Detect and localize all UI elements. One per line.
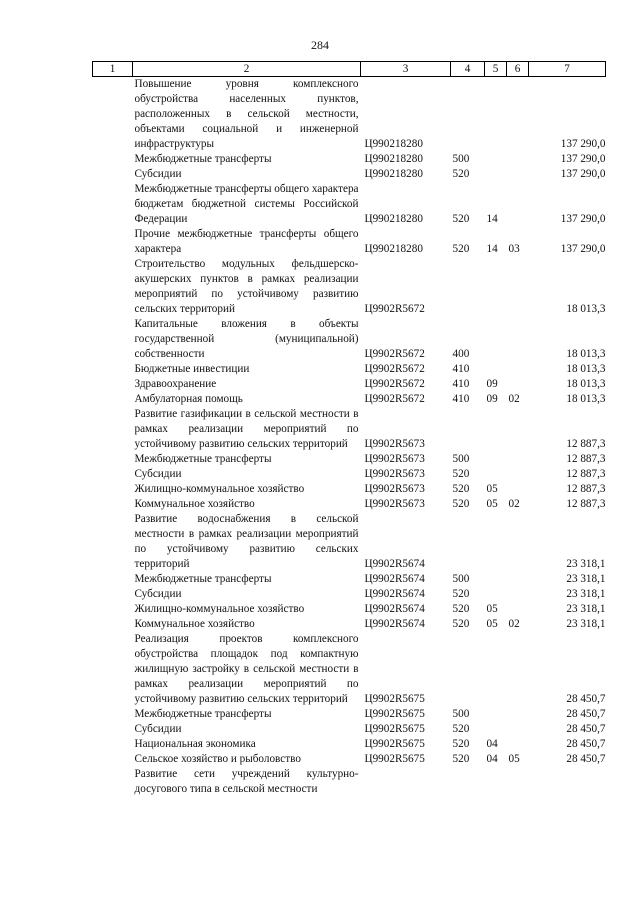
- cell-name: Субсидии: [134, 588, 182, 600]
- cell-amount: 12 887,3: [566, 438, 606, 450]
- cell-target-code: Ц9902R5672: [364, 378, 425, 390]
- cell-name: Сельское хозяйство и рыболовство: [134, 753, 301, 765]
- cell-amount: 18 013,3: [566, 348, 606, 360]
- cell-section: [485, 572, 507, 587]
- cell-index: [93, 722, 133, 737]
- cell-amount: 12 887,3: [566, 468, 606, 480]
- cell-index: [93, 362, 133, 377]
- cell-section: 04: [486, 753, 498, 765]
- cell-target-code: Ц9902R5672: [364, 363, 425, 375]
- cell-subsection: 02: [508, 498, 520, 510]
- cell-amount: [529, 767, 606, 797]
- cell-section: [485, 467, 507, 482]
- cell-subsection: 05: [508, 753, 520, 765]
- cell-target-code: Ц9902R5675: [364, 708, 425, 720]
- cell-index: [93, 752, 133, 767]
- cell-amount: 18 013,3: [566, 363, 606, 375]
- table-row: [93, 152, 606, 167]
- cell-index: [93, 77, 133, 153]
- cell-expense-type: 520: [452, 753, 470, 765]
- cell-amount: 12 887,3: [566, 483, 606, 495]
- cell-amount: 18 013,3: [566, 393, 606, 405]
- cell-amount: 137 290,0: [560, 138, 606, 150]
- cell-target-code: Ц990218280: [364, 153, 423, 165]
- cell-target-code: Ц9902R5674: [364, 558, 425, 570]
- cell-section: [485, 587, 507, 602]
- cell-expense-type: [451, 512, 485, 572]
- cell-amount: 28 450,7: [566, 708, 606, 720]
- cell-expense-type: [451, 257, 485, 317]
- table-row: [93, 182, 606, 227]
- cell-name: Субсидии: [134, 723, 182, 735]
- cell-index: [93, 572, 133, 587]
- table-row: [93, 77, 606, 153]
- table-header: [93, 62, 606, 77]
- cell-subsection: [507, 467, 529, 482]
- table-row: [93, 602, 606, 617]
- cell-target-code: Ц9902R5675: [364, 738, 425, 750]
- column-header-2: 2: [133, 62, 361, 77]
- cell-target-code: Ц9902R5672: [364, 303, 425, 315]
- table-row: [93, 317, 606, 362]
- cell-section: 04: [486, 738, 498, 750]
- cell-amount: 137 290,0: [560, 213, 606, 225]
- cell-expense-type: 520: [452, 243, 470, 255]
- cell-index: [93, 452, 133, 467]
- cell-name: Межбюджетные трансферты: [134, 573, 272, 585]
- table-row: [93, 512, 606, 572]
- cell-section: [485, 632, 507, 707]
- cell-subsection: 03: [508, 243, 520, 255]
- column-header-3: 3: [361, 62, 451, 77]
- column-header-6: 6: [507, 62, 529, 77]
- cell-subsection: [507, 632, 529, 707]
- cell-name: Межбюджетные трансферты: [134, 453, 272, 465]
- cell-name: Межбюджетные трансферты общего характера бюджетам бюджетной системы Российской Федерации: [134, 183, 359, 225]
- table-row: [93, 767, 606, 797]
- cell-subsection: [507, 767, 529, 797]
- cell-index: [93, 182, 133, 227]
- cell-target-code: Ц990218280: [364, 243, 423, 255]
- table-row: [93, 257, 606, 317]
- cell-amount: 137 290,0: [560, 168, 606, 180]
- cell-subsection: [507, 452, 529, 467]
- cell-expense-type: 520: [452, 498, 470, 510]
- cell-target-code: Ц9902R5672: [364, 393, 425, 405]
- cell-section: [485, 722, 507, 737]
- cell-section: [485, 407, 507, 452]
- cell-index: [93, 167, 133, 182]
- table-row: [93, 752, 606, 767]
- cell-amount: 23 318,1: [566, 588, 606, 600]
- cell-section: 09: [486, 393, 498, 405]
- table-row: [93, 392, 606, 407]
- table-row: [93, 452, 606, 467]
- cell-name: Бюджетные инвестиции: [134, 363, 250, 375]
- cell-amount: 12 887,3: [566, 453, 606, 465]
- cell-subsection: [507, 482, 529, 497]
- cell-name: Национальная экономика: [134, 738, 256, 750]
- cell-name: Субсидии: [134, 468, 182, 480]
- cell-target-code: Ц9902R5673: [364, 498, 425, 510]
- cell-section: [485, 152, 507, 167]
- cell-target-code: Ц9902R5673: [364, 453, 425, 465]
- table-row: [93, 722, 606, 737]
- cell-name: Прочие межбюджетные трансферты общего характера: [134, 228, 359, 255]
- cell-target-code: Ц9902R5674: [364, 573, 425, 585]
- cell-amount: 28 450,7: [566, 753, 606, 765]
- cell-amount: 18 013,3: [566, 378, 606, 390]
- table-row: [93, 572, 606, 587]
- cell-index: [93, 587, 133, 602]
- cell-expense-type: 520: [452, 483, 470, 495]
- cell-name: Субсидии: [134, 168, 182, 180]
- cell-expense-type: 400: [452, 348, 470, 360]
- cell-target-code: Ц9902R5674: [364, 603, 425, 615]
- cell-name: Коммунальное хозяйство: [134, 618, 255, 630]
- cell-index: [93, 227, 133, 257]
- cell-section: [485, 77, 507, 153]
- cell-name: Межбюджетные трансферты: [134, 708, 272, 720]
- cell-expense-type: 410: [452, 378, 470, 390]
- cell-target-code: Ц9902R5673: [364, 468, 425, 480]
- cell-target-code: [361, 767, 451, 797]
- cell-subsection: [507, 587, 529, 602]
- cell-subsection: [507, 377, 529, 392]
- table-row: [93, 362, 606, 377]
- cell-index: [93, 602, 133, 617]
- cell-expense-type: [451, 77, 485, 153]
- cell-target-code: Ц990218280: [364, 168, 423, 180]
- cell-expense-type: 520: [452, 723, 470, 735]
- cell-amount: 23 318,1: [566, 603, 606, 615]
- cell-amount: 23 318,1: [566, 618, 606, 630]
- cell-index: [93, 737, 133, 752]
- cell-amount: 12 887,3: [566, 498, 606, 510]
- table-row: [93, 407, 606, 452]
- cell-subsection: 02: [508, 393, 520, 405]
- cell-expense-type: 500: [452, 453, 470, 465]
- cell-target-code: Ц9902R5675: [364, 753, 425, 765]
- cell-name: Межбюджетные трансферты: [134, 153, 272, 165]
- cell-section: [485, 362, 507, 377]
- table-row: [93, 467, 606, 482]
- cell-name: Строительство модульных фельдшерско-акушерских пунктов в рамках реализации мероприятий по устойчивому развитию сельских территорий: [134, 258, 359, 315]
- cell-name: Здравоохранение: [134, 378, 217, 390]
- cell-section: 09: [486, 378, 498, 390]
- cell-name: Коммунальное хозяйство: [134, 498, 255, 510]
- column-header-5: 5: [485, 62, 507, 77]
- cell-index: [93, 152, 133, 167]
- cell-target-code: Ц9902R5673: [364, 438, 425, 450]
- cell-expense-type: 520: [452, 618, 470, 630]
- cell-index: [93, 257, 133, 317]
- cell-name: Развитие сети учреждений культурно-досугового типа в сельской местности: [134, 768, 359, 795]
- cell-expense-type: 500: [452, 153, 470, 165]
- cell-expense-type: [451, 407, 485, 452]
- table-row: [93, 227, 606, 257]
- cell-subsection: [507, 257, 529, 317]
- cell-target-code: Ц990218280: [364, 138, 423, 150]
- page-number: 284: [311, 38, 329, 52]
- cell-index: [93, 482, 133, 497]
- cell-subsection: [507, 407, 529, 452]
- column-header-4: 4: [451, 62, 485, 77]
- cell-index: [93, 497, 133, 512]
- cell-target-code: Ц9902R5672: [364, 348, 425, 360]
- cell-section: [485, 167, 507, 182]
- cell-name: Амбулаторная помощь: [134, 393, 243, 405]
- cell-index: [93, 512, 133, 572]
- header-row: [93, 62, 606, 77]
- cell-target-code: Ц9902R5675: [364, 723, 425, 735]
- cell-subsection: [507, 707, 529, 722]
- table-row: [93, 167, 606, 182]
- cell-index: [93, 317, 133, 362]
- table-body: [93, 77, 606, 798]
- cell-subsection: [507, 572, 529, 587]
- table-row: [93, 737, 606, 752]
- cell-name: Развитие газификации в сельской местности в рамках реализации мероприятий по устойчивому развитию сельских территорий: [134, 408, 359, 450]
- table-row: [93, 632, 606, 707]
- table-row: [93, 377, 606, 392]
- cell-subsection: [507, 167, 529, 182]
- table-row: [93, 497, 606, 512]
- cell-section: 05: [486, 498, 498, 510]
- cell-amount: 137 290,0: [560, 243, 606, 255]
- cell-subsection: [507, 737, 529, 752]
- cell-section: 05: [486, 483, 498, 495]
- cell-amount: 28 450,7: [566, 693, 606, 705]
- cell-index: [93, 617, 133, 632]
- cell-subsection: [507, 152, 529, 167]
- cell-expense-type: 410: [452, 393, 470, 405]
- cell-name: Реализация проектов комплексного обустройства площадок под компактную жилищную застройку в сельской местности в рамках реализации мероприятий по устойчивому развитию сельских территорий: [134, 633, 359, 705]
- column-header-7: 7: [529, 62, 606, 77]
- cell-expense-type: 500: [452, 708, 470, 720]
- cell-section: [485, 452, 507, 467]
- cell-section: 14: [486, 213, 498, 225]
- cell-amount: 18 013,3: [566, 303, 606, 315]
- cell-expense-type: 520: [452, 588, 470, 600]
- budget-table: [92, 61, 606, 797]
- cell-name: Капитальные вложения в объекты государственной (муниципальной) собственности: [134, 318, 359, 360]
- cell-target-code: Ц9902R5674: [364, 588, 425, 600]
- cell-subsection: [507, 317, 529, 362]
- cell-target-code: Ц9902R5674: [364, 618, 425, 630]
- cell-section: [485, 257, 507, 317]
- cell-target-code: Ц9902R5675: [364, 693, 425, 705]
- cell-name: Развитие водоснабжения в сельской местности в рамках реализации мероприятий по устойчивому развитию сельских территорий: [134, 513, 359, 570]
- column-header-1: 1: [93, 62, 133, 77]
- cell-expense-type: 520: [452, 213, 470, 225]
- cell-index: [93, 632, 133, 707]
- cell-amount: 23 318,1: [566, 573, 606, 585]
- cell-expense-type: 520: [452, 738, 470, 750]
- cell-section: 14: [486, 243, 498, 255]
- table-row: [93, 707, 606, 722]
- cell-index: [93, 467, 133, 482]
- cell-subsection: [507, 182, 529, 227]
- cell-index: [93, 407, 133, 452]
- cell-amount: 28 450,7: [566, 738, 606, 750]
- cell-section: [485, 317, 507, 362]
- cell-subsection: [507, 602, 529, 617]
- cell-expense-type: 520: [452, 168, 470, 180]
- cell-section: [485, 512, 507, 572]
- cell-subsection: [507, 77, 529, 153]
- cell-target-code: Ц990218280: [364, 213, 423, 225]
- cell-expense-type: [451, 632, 485, 707]
- cell-expense-type: [451, 767, 485, 797]
- cell-subsection: [507, 722, 529, 737]
- cell-index: [93, 392, 133, 407]
- cell-section: 05: [486, 618, 498, 630]
- cell-subsection: [507, 362, 529, 377]
- cell-name: Повышение уровня комплексного обустройства населенных пунктов, расположенных в сельской местности, объектами социальной и инженерной инфраструктуры: [134, 78, 359, 150]
- cell-section: [485, 707, 507, 722]
- cell-index: [93, 707, 133, 722]
- cell-subsection: [507, 512, 529, 572]
- cell-name: Жилищно-коммунальное хозяйство: [134, 603, 305, 615]
- cell-amount: 23 318,1: [566, 558, 606, 570]
- cell-amount: 28 450,7: [566, 723, 606, 735]
- cell-section: [485, 767, 507, 797]
- cell-target-code: Ц9902R5673: [364, 483, 425, 495]
- cell-index: [93, 377, 133, 392]
- cell-expense-type: 410: [452, 363, 470, 375]
- cell-amount: 137 290,0: [560, 153, 606, 165]
- table-row: [93, 482, 606, 497]
- cell-expense-type: 520: [452, 603, 470, 615]
- table-row: [93, 587, 606, 602]
- cell-index: [93, 767, 133, 797]
- cell-expense-type: 500: [452, 573, 470, 585]
- cell-expense-type: 520: [452, 468, 470, 480]
- cell-subsection: 02: [508, 618, 520, 630]
- cell-name: Жилищно-коммунальное хозяйство: [134, 483, 305, 495]
- cell-section: 05: [486, 603, 498, 615]
- table-row: [93, 617, 606, 632]
